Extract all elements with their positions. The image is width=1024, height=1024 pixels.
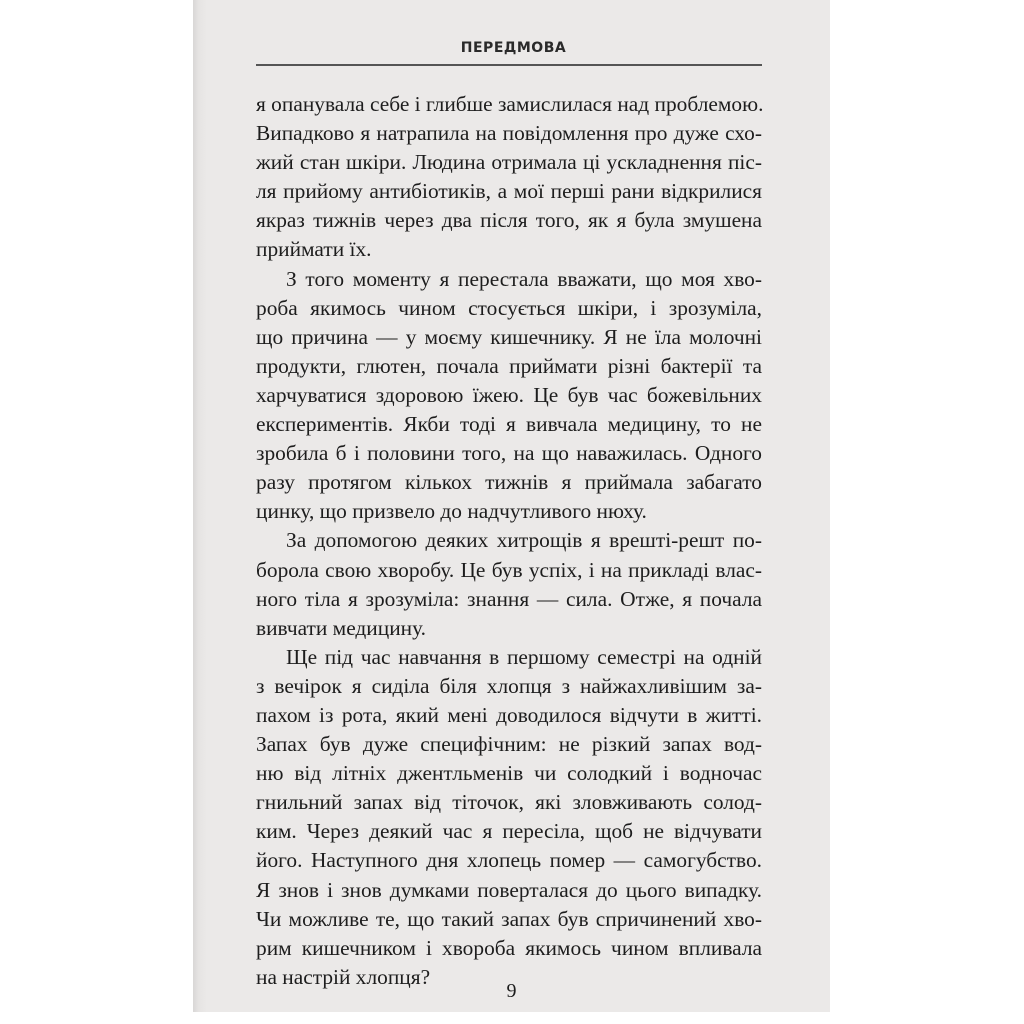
paragraph-3: [256, 526, 762, 642]
text-line: борола свою хворобу. Це був успіх, і на прикладі влас-: [256, 557, 762, 582]
text-line: Я знов і знов думками поверталася до цього випадку.: [256, 877, 762, 902]
body-text: [256, 90, 762, 992]
text-line: з вечірок я сиділа біля хлопця з найжахливішим за-: [256, 673, 762, 698]
text-line: я опанувала себе і глибше замислилася над проблемою.: [256, 92, 764, 116]
text-line: роба якимось чином стосується шкіри, і зрозуміла,: [256, 295, 762, 320]
text-line: Випадково я натрапила на повідомлення про дуже схо-: [256, 121, 762, 146]
text-line: приймати їх.: [256, 237, 372, 262]
text-line: ню від літніх джентльменів чи солодкий і водночас: [256, 761, 762, 786]
text-line: Запах був дуже специфічним: не різкий запах вод-: [256, 732, 762, 757]
text-line: цинку, що призвело до надчутливого нюху.: [256, 499, 647, 524]
text-line: разу протягом кількох тижнів я приймала забагато: [256, 470, 762, 495]
text-line: гнильний запах від тіточок, які зловживають солод-: [256, 790, 762, 815]
text-line: продукти, глютен, почала приймати різні бактерії та: [256, 353, 762, 378]
text-line: його. Наступного дня хлопець помер — самогубство.: [256, 848, 762, 873]
page-number: 9: [506, 980, 517, 1002]
text-line: За допомогою деяких хитрощів я врешті-решт по-: [286, 528, 762, 553]
text-line: що причина — у моєму кишечнику. Я не їла молочні: [256, 324, 762, 349]
text-line: Чи можливе те, що такий запах був спричинений хво-: [256, 906, 762, 931]
text-line: ким. Через деякий час я пересіла, щоб не відчувати: [256, 819, 762, 844]
text-line: жий стан шкіри. Людина отримала ці ускладнення піс-: [256, 150, 762, 175]
book-page: [193, 0, 830, 1012]
text-line: зробила б і половини того, на що наважилась. Одного: [256, 441, 762, 466]
text-line: рим кишечником і хвороба якимось чином впливала: [256, 935, 762, 960]
text-line: ля прийому антибіотиків, а мої перші рани відкрилися: [256, 179, 762, 204]
text-line: пахом із рота, який мені доводилося відчути в житті.: [256, 702, 762, 727]
header-rule-divider: [256, 64, 762, 66]
text-line: ного тіла я зрозуміла: знання — сила. Отже, я почала: [256, 586, 762, 611]
text-line: якраз тижнів через два після того, як я була змушена: [256, 208, 762, 233]
running-head: ПЕРЕДМОВА: [460, 40, 567, 56]
paragraph-2: [256, 265, 762, 527]
text-line: на настрій хлопця?: [256, 964, 431, 989]
text-line: Ще під час навчання в першому семестрі на одній: [286, 644, 762, 669]
text-line: З того моменту я перестала вважати, що моя хво-: [286, 266, 762, 291]
paragraph-4: [256, 643, 762, 992]
paragraph-1: [256, 90, 762, 265]
text-line: харчуватися здоровою їжею. Це був час божевільних: [256, 382, 762, 407]
text-line: вивчати медицину.: [256, 615, 426, 640]
text-line: експериментів. Якби тоді я вивчала медицину, то не: [256, 412, 762, 437]
